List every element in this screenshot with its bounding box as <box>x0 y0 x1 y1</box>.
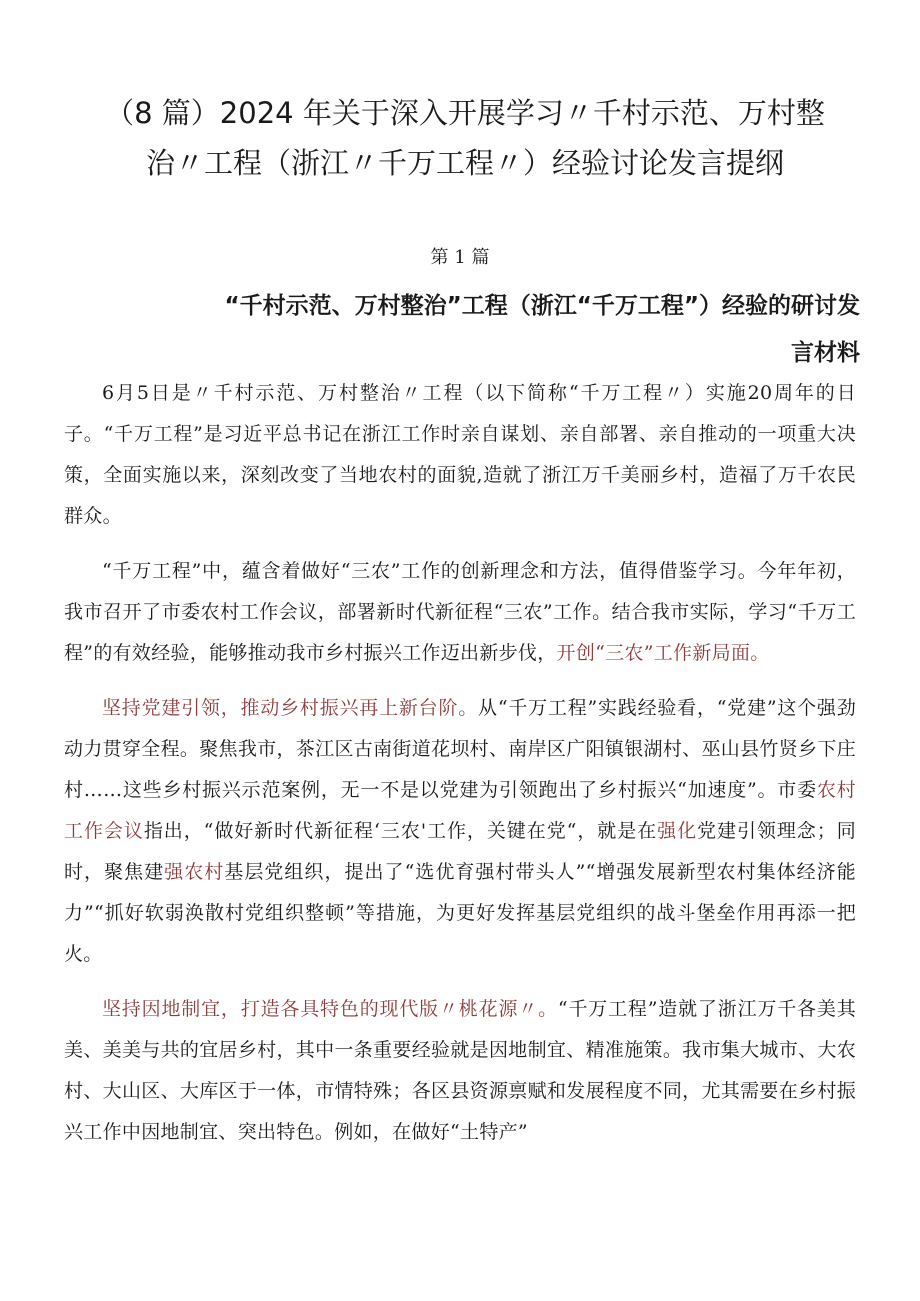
paragraph-1-text: 6月5日是〃千村示范、万村整治〃工程（以下简称“千万工程〃）实施20周年的日子。“千万工程”是习近平总书记在浙江工作时亲自谋划、亲自部署、亲自推动的一项重大决策，全面实施以来，深刻改变了当地农村的面貌,造就了浙江万千美丽乡村，造福了万千农民群众。 <box>64 382 856 527</box>
paragraph-3-highlight-village: 强农村 <box>164 861 225 883</box>
paragraph-4-heading: 坚持因地制宜，打造各具特色的现代版〃桃花源〃。 <box>102 998 558 1020</box>
paragraph-3-text-d: 基层党组织，提出了“选优育强村带头人”“增强发展新型农村集体经济能力”“抓好软弱涣散村党组织整顿”等措施，为更好发挥基层党组织的战斗堡垒作用再添一把火。 <box>64 861 857 965</box>
paragraph-3-text-b: 指出，“做好新时代新征程‘三农'工作，关键在党“，就是在 <box>143 820 658 842</box>
paragraph-3-highlight-strengthen: 强化 <box>657 820 698 842</box>
paragraph-3-highlight-meeting: 农村工作会议 <box>64 779 856 842</box>
document-body <box>64 373 856 1167</box>
paragraph-2-highlight: 开创“三农”工作新局面。 <box>556 642 770 664</box>
paragraph-3 <box>64 688 856 975</box>
paragraph-4 <box>64 989 856 1153</box>
paragraph-4-text: “千万工程”造就了浙江万千各美其美、美美与共的宜居乡村，其中一条重要经验就是因地制宜、精准施策。我市集大城市、大农村、大山区、大库区于一体，市情特殊；各区县资源禀赋和发展程度不同，尤其需要在乡村振兴工作中因地制宜、突出特色。例如，在做好“土特产” <box>64 998 856 1143</box>
paragraph-2 <box>64 551 856 674</box>
paragraph-1 <box>64 373 856 537</box>
paragraph-3-text-a: 从“千万工程”实践经验看，“党建”这个强劲动力贯穿全程。聚焦我市，茶江区古南街道花坝村、南岸区广阳镇银湖村、巫山县竹贤乡下庄村……这些乡村振兴示范案例，无一不是以党建为引领跑出了乡村振兴“加速度”。市委 <box>64 697 857 801</box>
chapter-label: 第 1 篇 <box>430 247 490 268</box>
section-title-line-1: “千村示范、万村整治”工程（浙江“千万工程”）经验的研讨发 <box>224 293 860 319</box>
paragraph-3-heading: 坚持党建引领，推动乡村振兴再上新台阶。 <box>102 697 479 719</box>
document-title-line-1: （8 篇）2024 年关于深入开展学习〃千村示范、万村整 <box>105 96 825 130</box>
paragraph-2-text: “千万工程”中，蕴含着做好“三农”工作的创新理念和方法，值得借鉴学习。今年年初，我市召开了市委农村工作会议，部署新时代新征程“三农”工作。结合我市实际，学习“千万工程”的有效经验，能够推动我市乡村振兴工作迈出新步伐， <box>64 560 856 664</box>
document-title <box>80 88 850 188</box>
section-title-line-2: 言材料 <box>791 340 860 366</box>
paragraph-3-text-c: 党建引领理念；同时，聚焦建 <box>64 820 857 883</box>
section-title <box>140 283 860 377</box>
document-title-line-2: 治〃工程（浙江〃千万工程〃）经验讨论发言提纲 <box>145 146 784 180</box>
